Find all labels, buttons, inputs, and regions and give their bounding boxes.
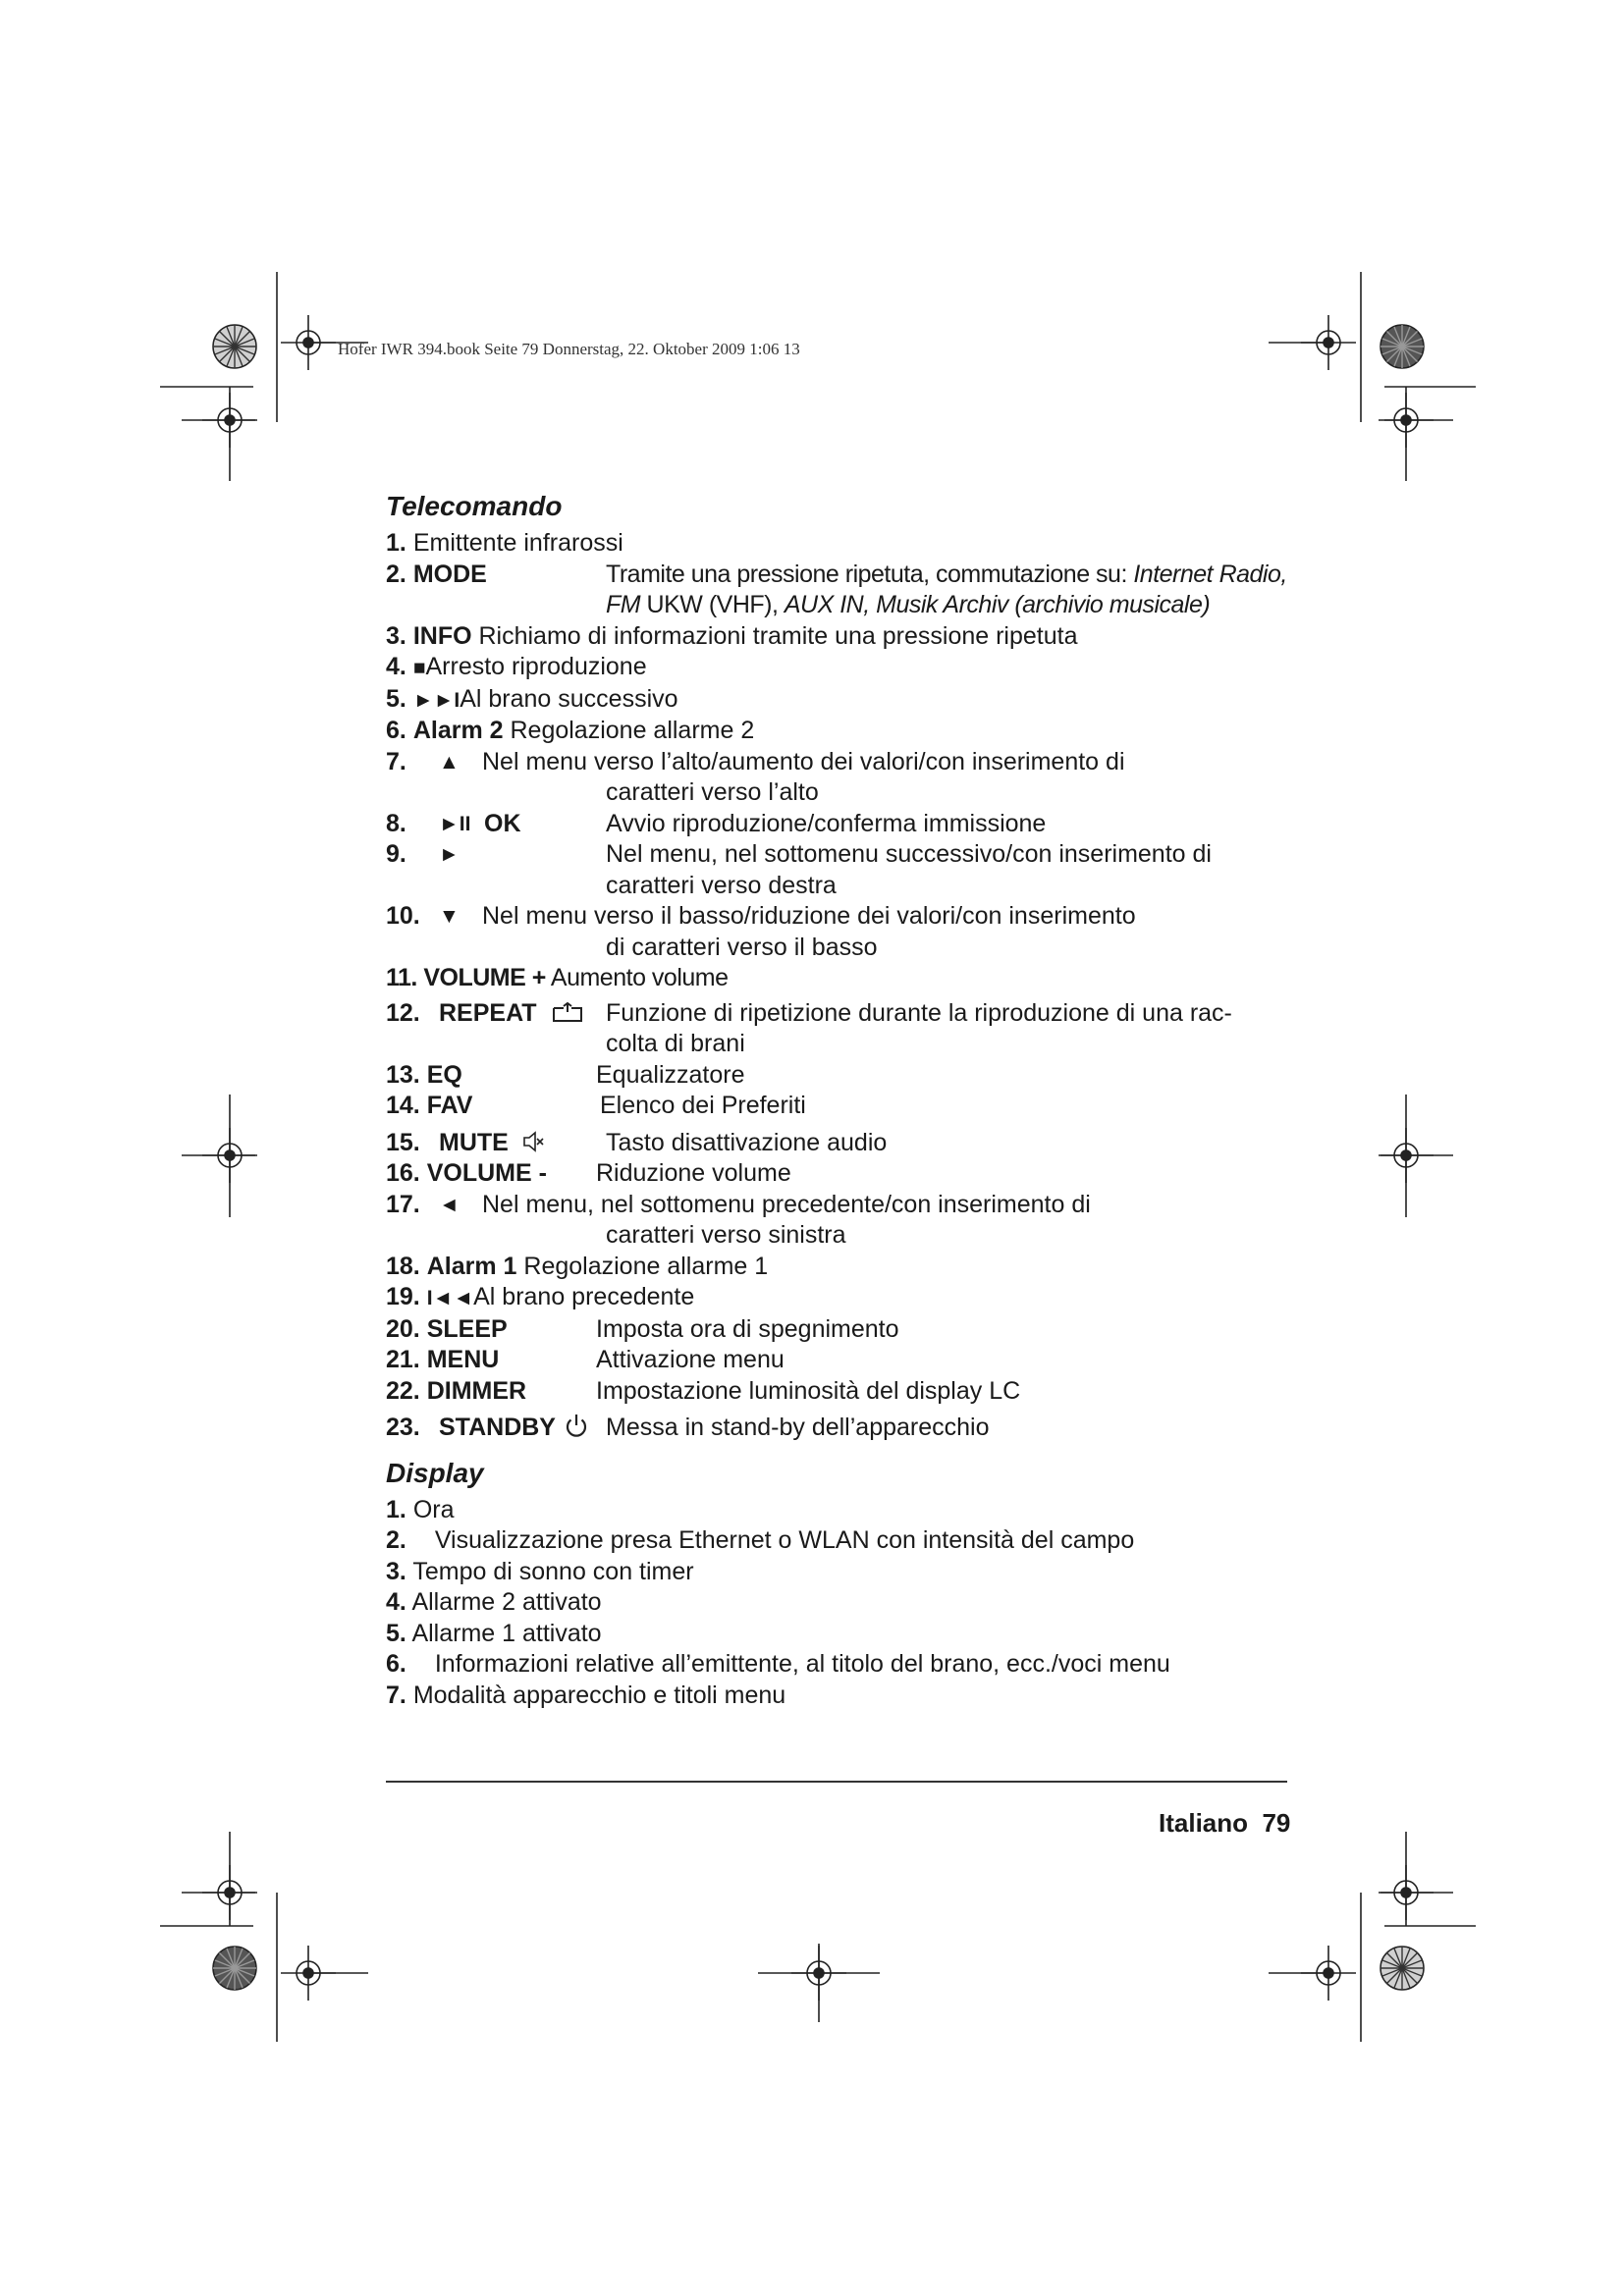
list-item: 10. ▼ Nel menu verso il basso/riduzione dei valori/con inserimento di caratteri verso il basso <box>386 902 1136 961</box>
list-item: 5. Allarme 1 attivato <box>386 1619 602 1647</box>
power-icon <box>563 1413 590 1449</box>
list-item: 13. EQ Equalizzatore <box>386 1060 745 1089</box>
list-item: 20. SLEEP Imposta ora di spegnimento <box>386 1314 899 1343</box>
list-item: 23. STANDBY Messa in stand-by dell’apparecchio <box>386 1413 1289 1444</box>
page-footer <box>1159 1808 1290 1839</box>
footer-divider <box>386 1781 1287 1783</box>
right-arrow-icon: ► <box>439 843 460 866</box>
up-arrow-icon: ▲ <box>439 750 460 774</box>
next-track-icon: ►►I <box>412 688 460 712</box>
list-item: 3. INFO Richiamo di informazioni tramite una pressione ripetuta <box>386 621 1078 650</box>
list-item: 21. MENU Attivazione menu <box>386 1346 785 1373</box>
list-item: 8. ►II OK Avvio riproduzione/conferma immissione <box>386 809 1289 840</box>
list-item: 4. Allarme 2 attivato <box>386 1588 602 1616</box>
list-item: 15. MUTE Tasto disattivazione audio <box>386 1128 1289 1159</box>
list-item: 1. Ora <box>386 1495 455 1523</box>
list-item: 17. ◄ Nel menu, nel sottomenu precedente/con inserimento di caratteri verso sinistra <box>386 1190 1091 1249</box>
list-item: 1. Emittente infrarossi <box>386 529 623 557</box>
list-item: 4. ■Arresto riproduzione <box>386 653 647 680</box>
previous-track-icon: I◄◄ <box>426 1287 474 1309</box>
list-item: 7. ▲ Nel menu verso l’alto/aumento dei valori/con inserimento di caratteri verso l’alto <box>386 747 1125 806</box>
section-title-telecomando: Telecomando <box>386 491 563 521</box>
list-item: 5. ►►IAl brano successivo <box>386 684 678 713</box>
list-item: 2. MODE Tramite una pressione ripetuta, commutazione su: Internet Radio, FM UKW (VHF), AUX IN, Musik Archiv (archivio musicale) <box>386 560 1287 618</box>
list-item: 16. VOLUME - Riduzione volume <box>386 1159 791 1187</box>
list-item: 3. Tempo di sonno con timer <box>386 1557 694 1585</box>
print-header: Hofer IWR 394.book Seite 79 Donnerstag, 22. Oktober 2009 1:06 13 <box>338 340 800 358</box>
play-pause-icon: ►II <box>439 812 471 835</box>
footer-language: Italiano <box>1159 1808 1249 1838</box>
page-number: 79 <box>1262 1808 1291 1838</box>
list-item: 18. Alarm 1 Regolazione allarme 1 <box>386 1252 769 1280</box>
mute-speaker-icon <box>521 1130 545 1162</box>
repeat-icon <box>551 1001 584 1033</box>
page-content <box>386 487 1289 1711</box>
list-item: 6. Informazioni relative all’emittente, al titolo del brano, ecc./voci menu <box>386 1650 1170 1678</box>
left-arrow-icon: ◄ <box>439 1193 460 1216</box>
list-item: 2. Visualizzazione presa Ethernet o WLAN con intensità del campo <box>386 1526 1135 1554</box>
list-item: 6. Alarm 2 Regolazione allarme 2 <box>386 717 755 744</box>
list-item: 9. ► Nel menu, nel sottomenu successivo/con inserimento di caratteri verso destra <box>386 840 1212 899</box>
down-arrow-icon: ▼ <box>439 905 460 928</box>
list-item: 19. I◄◄Al brano precedente <box>386 1283 695 1310</box>
list-item: 14. FAV Elenco dei Preferiti <box>386 1092 806 1119</box>
list-item: 11. VOLUME + Aumento volume <box>386 964 729 991</box>
list-item: 12. REPEAT Funzione di ripetizione durante la riproduzione di una rac- colta di brani <box>386 998 1232 1057</box>
section-title-display: Display <box>386 1457 484 1488</box>
list-item: 7. Modalità apparecchio e titoli menu <box>386 1681 786 1709</box>
list-item: 22. DIMMER Impostazione luminosità del display LC <box>386 1376 1021 1405</box>
stop-icon: ■ <box>412 657 426 679</box>
